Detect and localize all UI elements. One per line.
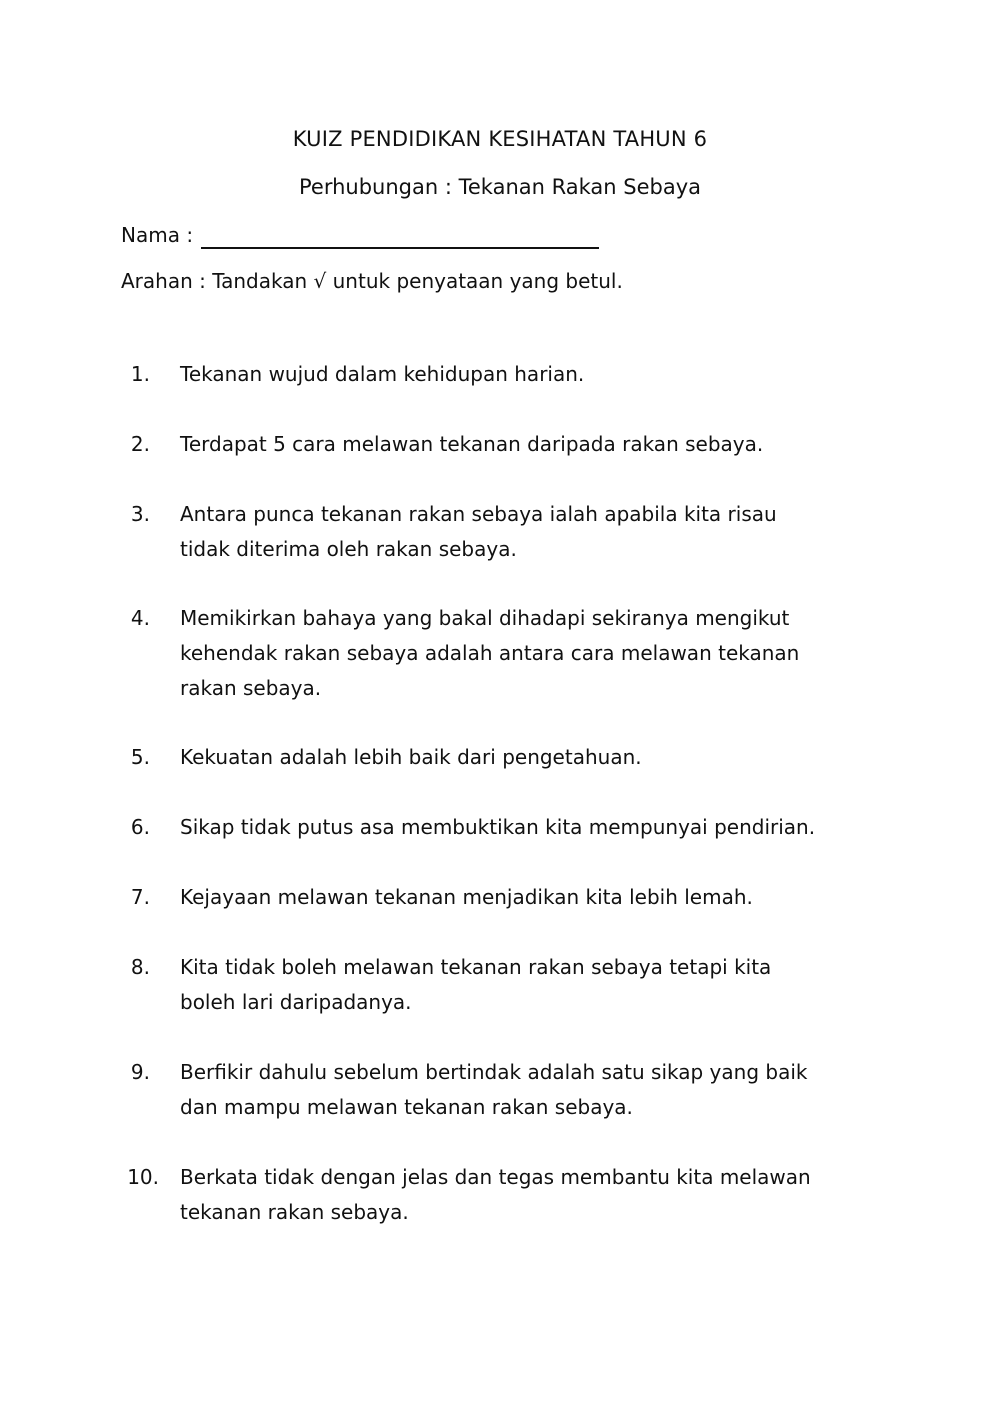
question-text: Antara punca tekanan rakan sebaya ialah apabila kita risau tidak diterima oleh rakan sebaya. <box>180 502 777 561</box>
question-number: 6. <box>130 815 150 839</box>
question-text: Tekanan wujud dalam kehidupan harian. <box>180 362 585 386</box>
question-text: Kekuatan adalah lebih baik dari pengetahuan. <box>180 745 642 769</box>
question-number: 8. <box>130 955 150 979</box>
instruction-text: Arahan : Tandakan √ untuk penyataan yang betul. <box>121 269 623 293</box>
question-number: 3. <box>130 502 150 526</box>
question-text: Terdapat 5 cara melawan tekanan daripada rakan sebaya. <box>180 432 764 456</box>
name-row <box>121 221 599 249</box>
question-number: 9. <box>130 1060 150 1084</box>
question-number: 7. <box>130 885 150 909</box>
name-blank-line[interactable] <box>201 227 599 249</box>
name-label: Nama : <box>121 223 194 247</box>
question-text: Berkata tidak dengan jelas dan tegas membantu kita melawan tekanan rakan sebaya. <box>180 1165 811 1224</box>
question-number: 1. <box>130 362 150 386</box>
question-text: Kejayaan melawan tekanan menjadikan kita lebih lemah. <box>180 885 753 909</box>
question-text: Memikirkan bahaya yang bakal dihadapi sekiranya mengikut kehendak rakan sebaya adalah antara cara melawan tekanan rakan sebaya. <box>180 606 800 700</box>
question-text: Sikap tidak putus asa membuktikan kita mempunyai pendirian. <box>180 815 816 839</box>
page-title: KUIZ PENDIDIKAN KESIHATAN TAHUN 6 <box>292 127 708 151</box>
page-subtitle: Perhubungan : Tekanan Rakan Sebaya <box>299 175 701 199</box>
question-number: 4. <box>130 606 150 630</box>
question-number: 10. <box>127 1165 159 1189</box>
question-text: Berfikir dahulu sebelum bertindak adalah satu sikap yang baik dan mampu melawan tekanan rakan sebaya. <box>180 1060 808 1119</box>
question-text: Kita tidak boleh melawan tekanan rakan sebaya tetapi kita boleh lari daripadanya. <box>180 955 772 1014</box>
question-number: 2. <box>130 432 150 456</box>
question-number: 5. <box>130 745 150 769</box>
